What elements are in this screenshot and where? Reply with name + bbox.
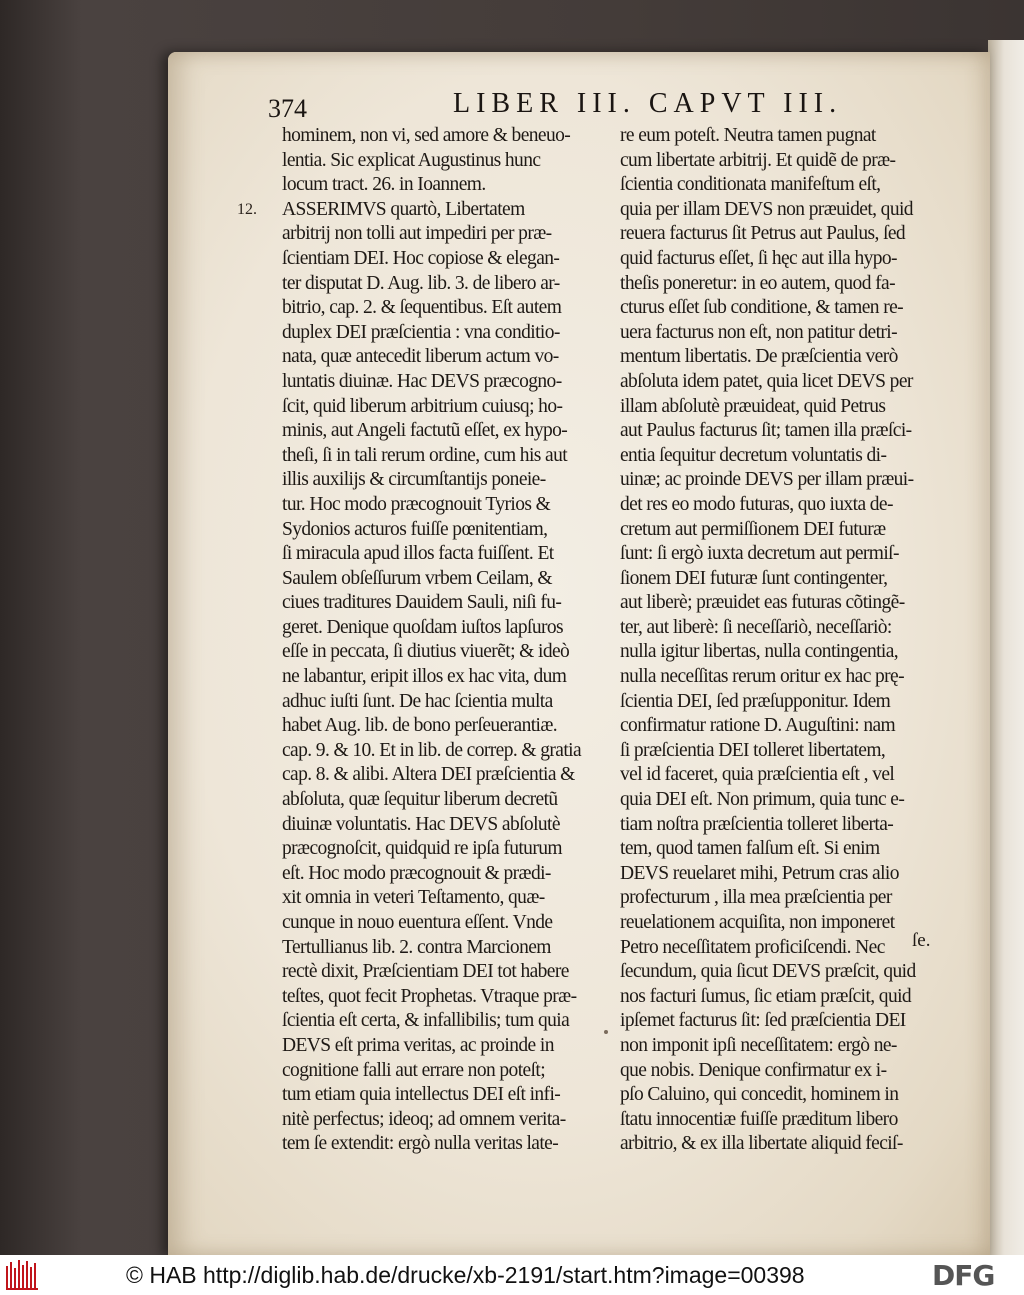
text-line: nitè perfectus; ideoq; ad omnem verita- (282, 1108, 566, 1130)
text-line: Saulem obſeſſurum vrbem Ceilam, & (282, 567, 552, 589)
text-line: ASSERIMVS quartò, Libertatem (282, 198, 525, 220)
text-line: theſi, ſi in tali rerum ordine, cum his aut (282, 444, 568, 466)
text-line: confirmatur ratione D. Auguſtini: nam (620, 715, 896, 737)
text-line: vel id faceret, quia præſcientia eſt , vel (620, 764, 895, 786)
text-line: tum etiam quia intellectus DEI eſt infi- (282, 1084, 561, 1106)
text-line: Petro neceſſitatem proficiſcendi. Nec (620, 936, 885, 958)
text-line: uera facturus non eſt, non patitur detri- (620, 321, 898, 343)
text-line: xit omnia in veteri Teſtamento, quæ- (282, 887, 545, 909)
running-title: LIBER III. CAPVT III. (453, 88, 843, 119)
text-line: ſecundum, quia ſicut DEVS præſcit, quid (620, 961, 916, 983)
text-line: Sydonios acturos fuiſſe pœnitentiam, (282, 518, 548, 540)
text-line: quia per illam DEVS non præuidet, quid (620, 198, 913, 220)
text-line: Tertullianus lib. 2. contra Marcionem (282, 936, 551, 958)
text-line: ter, aut liberè: ſi neceſſariò, neceſſariò: (620, 616, 892, 638)
text-line: abſoluta, quæ ſequitur liberum decretũ (282, 789, 558, 811)
catchword: ſe. (912, 930, 931, 951)
text-line: rectè dixit, Præſcientiam DEI tot habere (282, 961, 569, 983)
text-line: ne labantur, eripit illos ex hac vita, dum (282, 666, 567, 688)
text-line: ſunt: ſi ergò iuxta decretum aut permiſ- (620, 543, 899, 565)
text-line: nata, quæ antecedit liberum actum vo- (282, 346, 559, 368)
text-line: theſis poneretur: in eo autem, quod fa- (620, 272, 895, 294)
text-line: abſoluta idem patet, quia licet DEVS per (620, 370, 913, 392)
text-line: cap. 8. & alibi. Altera DEI præſcientia & (282, 764, 575, 786)
hab-logo-icon (4, 1258, 40, 1292)
text-line: ſcientia conditionata manifeſtum eſt, (620, 174, 881, 196)
text-line: re eum poteſt. Neutra tamen pugnat (620, 125, 876, 146)
text-line: eſſe in peccata, ſi diutius viuerẽt; & ideò (282, 641, 570, 663)
text-line: bitrio, cap. 2. & ſequentibus. Eſt autem (282, 297, 562, 319)
text-line: minis, aut Angeli factutũ eſſet, ex hypo- (282, 420, 568, 442)
text-line: cturus eſſet ſub conditione, & tamen re- (620, 297, 904, 319)
text-line: cretum aut permiſſionem DEI futuræ (620, 518, 886, 540)
text-line: aut Paulus facturus ſit; tamen illa præſci- (620, 420, 912, 442)
text-line: non imponit ipſi neceſſitatem: ergò ne- (620, 1034, 897, 1056)
text-line: profecturum , illa mea præſcientia per (620, 887, 892, 909)
text-line: aut liberè; præuidet eas futuras cõtingẽ- (620, 592, 905, 614)
text-line: ter disputat D. Aug. lib. 3. de libero ar- (282, 272, 560, 294)
footer-bar (0, 1255, 1024, 1295)
text-line: ipſemet facturus ſit: ſed præſcientia DEI (620, 1010, 906, 1032)
text-line: uinæ; ac proinde DEVS per illam præui- (620, 469, 914, 491)
text-line: tiam noſtra præſcientia tolleret liberta- (620, 813, 894, 835)
text-line: ſcientia eſt certa, & infallibilis; tum quia (282, 1010, 570, 1032)
text-line: ſionem DEI futuræ ſunt contingenter, (620, 567, 888, 589)
text-line: ſcientia DEI, ſed præſupponitur. Idem (620, 690, 891, 712)
page-number: 374 (268, 94, 307, 123)
text-line: nulla igitur libertas, nulla contingentia, (620, 641, 899, 663)
text-column-right (620, 124, 942, 1157)
text-line: DEVS eſt prima veritas, ac proinde in (282, 1034, 554, 1056)
text-line: habet Aug. lib. de bono perſeuerantiæ. (282, 715, 558, 737)
text-line: tur. Hoc modo præcognouit Tyrios & (282, 493, 551, 515)
text-line: quia DEI eſt. Non primum, quia tunc e- (620, 789, 905, 811)
text-line: teſtes, quot fecit Prophetas. Vtraque præ- (282, 985, 577, 1007)
text-line: arbitrij non tolli aut impediri per præ- (282, 223, 552, 245)
dfg-logo-icon: DFG (932, 1259, 995, 1292)
text-line: ciues traditures Dauidem Sauli, niſi fu- (282, 592, 562, 614)
text-line: tem, quod tamen falſum eſt. Si enim (620, 838, 880, 860)
text-line: adhuc iuſti ſunt. De hac ſcientia multa (282, 690, 553, 712)
text-line: det res eo modo futuras, quo iuxta de- (620, 493, 893, 515)
text-line: ſi præſcientia DEI tolleret libertatem, (620, 739, 886, 761)
text-line: illam abſolutè præuideat, quid Petrus (620, 395, 886, 417)
text-line: pſo Caluino, qui concedit, hominem in (620, 1084, 899, 1106)
text-line: DEVS reuelaret mihi, Petrum cras alio (620, 862, 899, 884)
text-line: luntatis diuinæ. Hac DEVS præcogno- (282, 370, 562, 392)
text-line: diuinæ voluntatis. Hac DEVS abſolutè (282, 813, 560, 835)
right-page-edge (988, 40, 1024, 1255)
text-line: lentia. Sic explicat Augustinus hunc (282, 149, 541, 171)
text-line: cap. 9. & 10. Et in lib. de correp. & gratia (282, 739, 582, 761)
text-line: illis auxilijs & circumſtantijs poneie- (282, 469, 546, 491)
text-line: cum libertate arbitrij. Et quidẽ de præ- (620, 149, 896, 171)
text-line: entia ſequitur decretum voluntatis di- (620, 444, 887, 466)
text-line: ſi miracula apud illos facta fuiſſent. Et (282, 543, 554, 565)
text-line: ſcientiam DEI. Hoc copiose & elegan- (282, 247, 560, 269)
ink-spot (604, 1030, 608, 1034)
text-line: eſt. Hoc modo præcognouit & prædi- (282, 862, 551, 884)
text-line: duplex DEI præſcientia : vna conditio- (282, 321, 560, 343)
text-line: geret. Denique quoſdam iuſtos lapſuros (282, 616, 564, 638)
text-line: hominem, non vi, sed amore & beneuo- (282, 125, 571, 146)
text-line: ſtatu innocentiæ fuiſſe præditum libero (620, 1108, 898, 1130)
text-line: quid facturus eſſet, ſi hęc aut illa hypo- (620, 247, 897, 269)
text-line: cognitione falli aut errare non poteſt; (282, 1059, 546, 1081)
text-column-left (282, 124, 608, 1157)
text-line: reuelationem acquiſita, non imponeret (620, 912, 895, 933)
text-line: præcognoſcit, quidquid re ipſa futurum (282, 838, 562, 860)
text-line: ſcit, quid liberum arbitrium cuiusq; ho- (282, 395, 563, 417)
text-line: nos facturi ſumus, ſic etiam præſcit, quid (620, 985, 912, 1007)
text-line: reuera facturus ſit Petrus aut Paulus, ſed (620, 223, 906, 245)
text-line: cunque in nouo euentura eſſent. Vnde (282, 912, 553, 933)
text-line: arbitrio, & ex illa libertate aliquid feciſ- (620, 1133, 903, 1155)
text-line: tem ſe extendit: ergò nulla veritas late- (282, 1133, 559, 1155)
text-line: nulla neceſſitas rerum oritur ex hac prę- (620, 666, 905, 688)
copyright-url[interactable]: © HAB http://diglib.hab.de/drucke/xb-2191/start.htm?image=00398 (126, 1262, 805, 1288)
text-line: que nobis. Denique confirmatur ex i- (620, 1059, 887, 1081)
margin-note: 12. (237, 201, 257, 218)
text-line: mentum libertatis. De præſcientia verò (620, 346, 898, 368)
text-line: locum tract. 26. in Ioannem. (282, 174, 486, 196)
